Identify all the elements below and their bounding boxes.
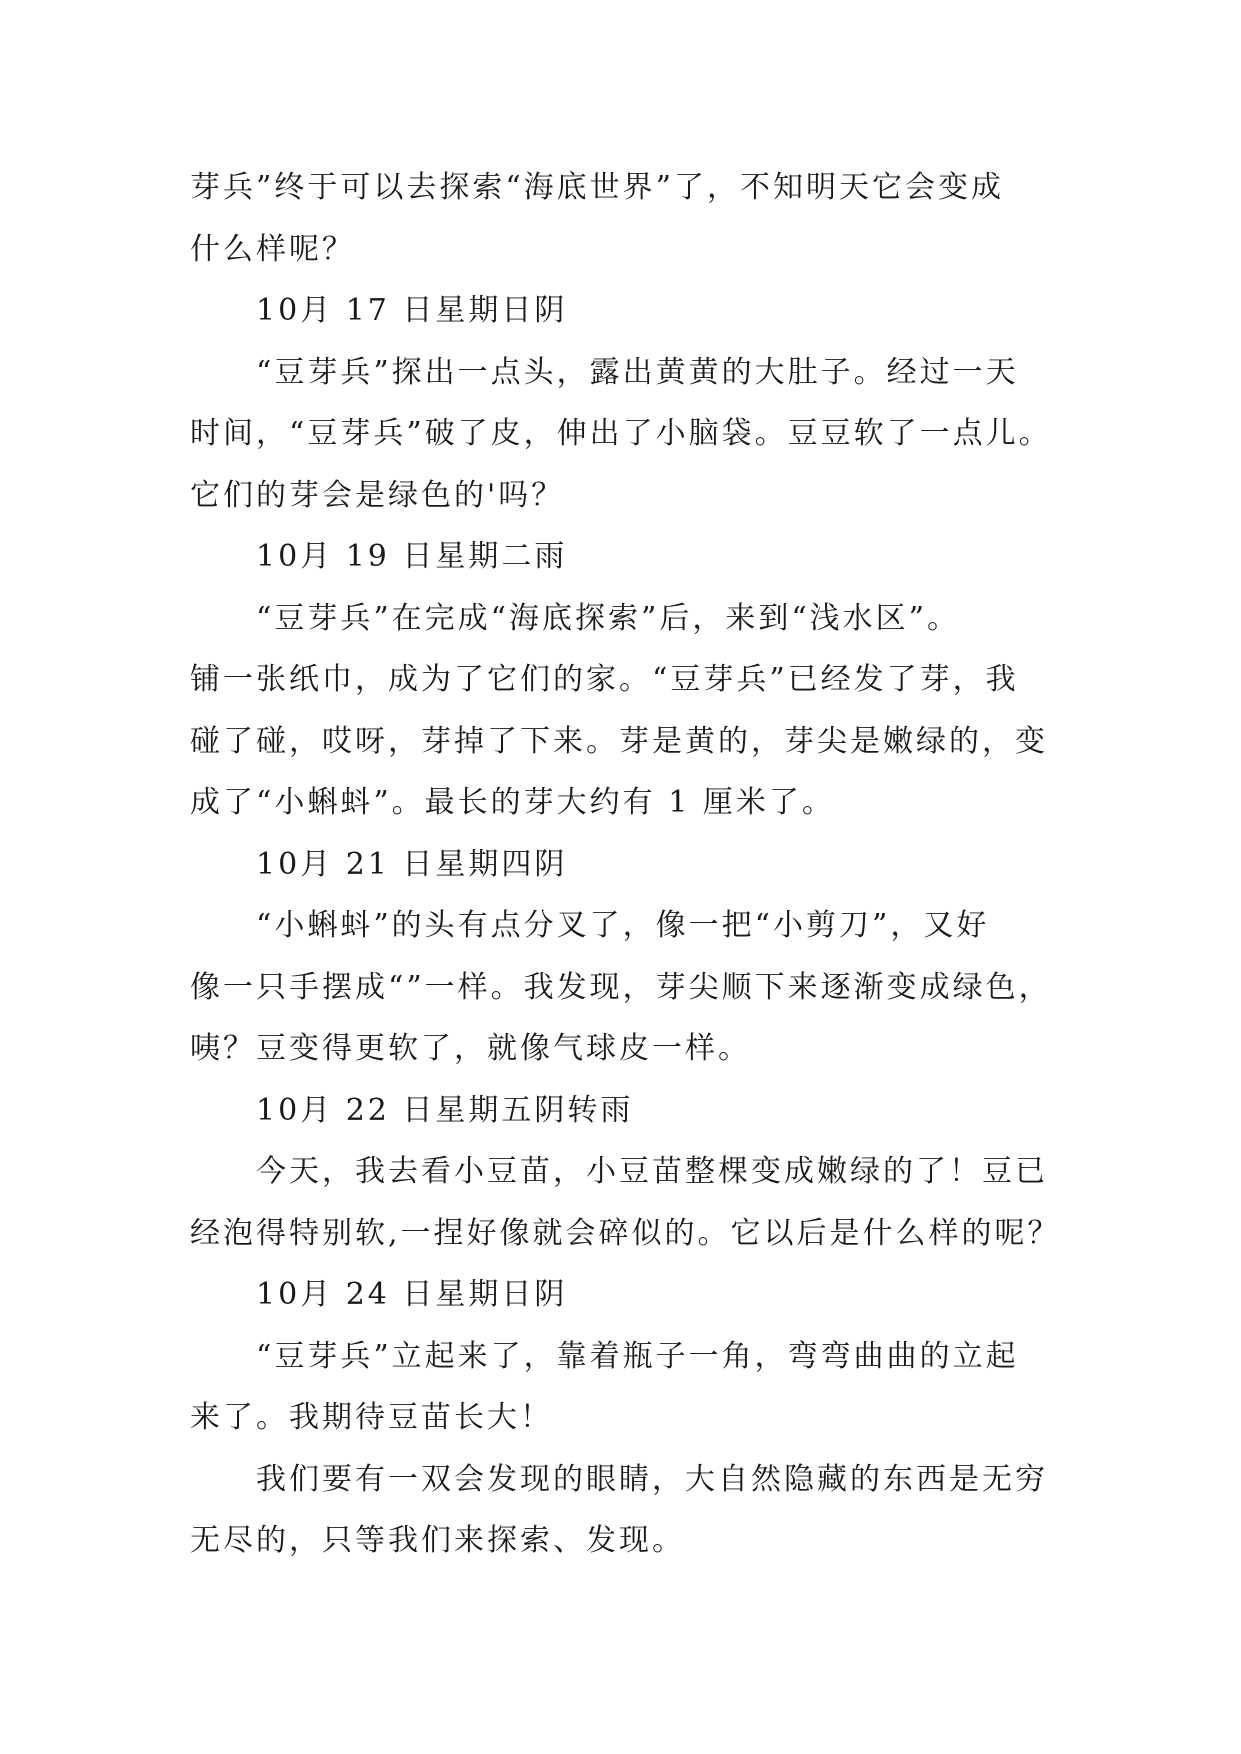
text-line: 芽兵”终于可以去探索“海底世界”了，不知明天它会变成: [190, 170, 1005, 205]
paragraph: [190, 895, 1070, 1080]
text-line: 经泡得特别软,一捏好像就会碎似的。它以后是什么样的呢？: [190, 1215, 1061, 1251]
text-line: 无尽的，只等我们来探索、发现。: [190, 1523, 685, 1558]
date-heading: 10月 17 日星期日阴: [256, 293, 568, 328]
text-line: “豆芽兵”立起来了，靠着瓶子一角，弯弯曲曲的立起: [256, 1338, 1019, 1374]
text-line: 碰了碰，哎呀，芽掉了下来。芽是黄的，芽尖是嫩绿的，变: [190, 723, 1048, 759]
paragraph: [190, 342, 1070, 527]
document-body: [190, 157, 1070, 1572]
text-line: 今天，我去看小豆苗，小豆苗整棵变成嫩绿的了！豆已: [256, 1154, 1048, 1189]
text-line: 成了“小蝌蚪”。最长的芽大约有 1 厘米了。: [190, 785, 835, 820]
text-line: “小蝌蚪”的头有点分叉了，像一把“小剪刀”，又好: [256, 908, 990, 943]
text-line: 我们要有一双会发现的眼睛，大自然隐藏的东西是无穷: [256, 1461, 1048, 1497]
text-line: “豆芽兵”探出一点头，露出黄黄的大肚子。经过一天: [256, 354, 1019, 390]
text-line: 什么样呢？: [190, 231, 355, 267]
date-heading: 10月 24 日星期日阴: [256, 1277, 568, 1312]
paragraph: [190, 588, 1070, 834]
paragraph: [190, 1326, 1070, 1449]
text-line: 像一只手摆成“”一样。我发现，芽尖顺下来逐渐变成绿色，: [190, 969, 1052, 1005]
paragraph: [190, 157, 1070, 280]
paragraph: [190, 1449, 1070, 1572]
text-line: 咦？豆变得更软了，就像气球皮一样。: [190, 1031, 751, 1066]
text-line: 铺一张纸巾，成为了它们的家。“豆芽兵”已经发了芽，我: [190, 662, 1019, 697]
text-line: 时间，“豆芽兵”破了皮，伸出了小脑袋。豆豆软了一点儿。: [190, 416, 1052, 451]
date-heading: 10月 21 日星期四阴: [256, 846, 568, 882]
paragraph: [190, 1141, 1070, 1264]
date-heading: 10月 19 日星期二雨: [256, 539, 568, 574]
text-line: “豆芽兵”在完成“海底探索”后，来到“浅水区”。: [256, 600, 961, 636]
text-line: 它们的芽会是绿色的'吗？: [190, 477, 565, 513]
text-line: 来了。我期待豆苗长大！: [190, 1400, 553, 1435]
date-heading: 10月 22 日星期五阴转雨: [256, 1092, 634, 1128]
